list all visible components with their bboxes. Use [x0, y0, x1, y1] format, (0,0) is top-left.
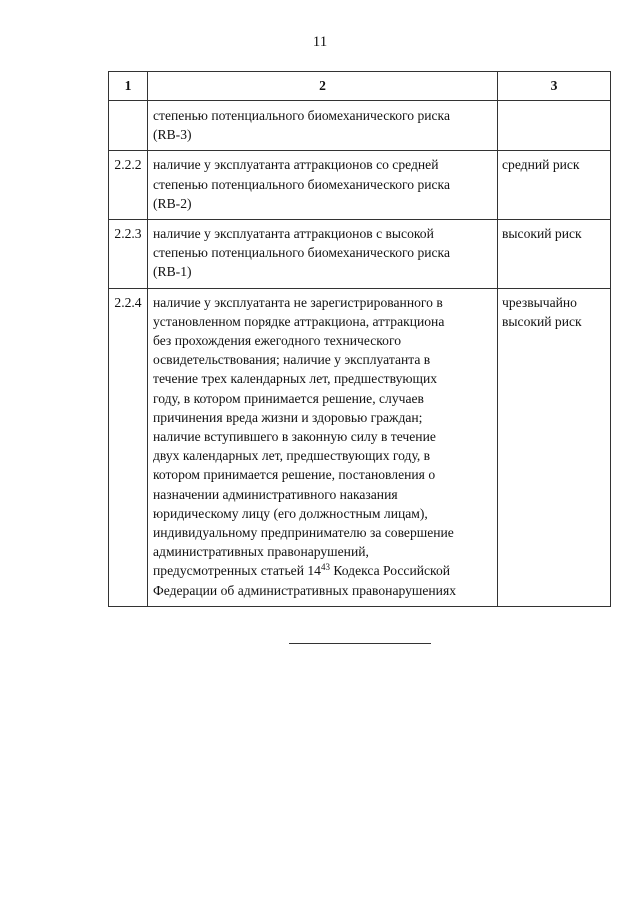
item-description	[148, 151, 498, 220]
table-row	[109, 101, 611, 151]
item-description	[148, 288, 498, 606]
statute-superscript: 43	[320, 562, 330, 573]
description-line: году, в котором принимается решение, случаев	[153, 390, 424, 406]
description-line: административных правонарушений,	[153, 544, 369, 560]
risk-category	[498, 101, 611, 151]
description-line: наличие у эксплуатанта аттракционов со средней	[153, 157, 439, 173]
table-row	[109, 220, 611, 289]
description-line: двух календарных лет, предшествующих году, в	[153, 448, 431, 464]
description-line: котором принимается решение, постановления о	[153, 467, 436, 483]
description-line: наличие у эксплуатанта не зарегистрированного в	[153, 294, 443, 310]
description-line: наличие у эксплуатанта аттракционов с высокой	[153, 226, 434, 242]
risk-level-text: средний риск	[502, 157, 580, 173]
description-line: течение трех календарных лет, предшествующих	[153, 371, 438, 387]
item-number: 2.2.4	[109, 288, 148, 606]
description-line: освидетельствования; наличие у эксплуатанта в	[153, 352, 431, 368]
description-line: наличие вступившего в законную силу в течение	[153, 429, 436, 445]
description-line: индивидуальному предпринимателю за совершение	[153, 525, 454, 541]
item-number: 2.2.3	[109, 220, 148, 289]
risk-level-text: высокий риск	[502, 313, 582, 329]
description-line: назначении административного наказания	[153, 486, 398, 502]
statute-text-after: Кодекса Российской	[329, 563, 451, 579]
risk-category	[498, 220, 611, 289]
end-separator-line	[289, 643, 431, 644]
description-line: без прохождения ежегодного технического	[153, 333, 401, 349]
description-line: степенью потенциального биомеханического риска	[153, 176, 450, 192]
description-line: степенью потенциального биомеханического риска	[153, 245, 450, 261]
description-line: (RB-2)	[153, 195, 192, 211]
risk-category-table	[108, 71, 611, 607]
statute-text-before: предусмотренных статьей 14	[153, 563, 321, 579]
risk-level-text: высокий риск	[502, 226, 582, 242]
description-line: причинения вреда жизни и здоровью граждан;	[153, 409, 423, 425]
column-header-3: 3	[498, 72, 611, 101]
description-line: (RB-3)	[153, 127, 192, 143]
description-line: степенью потенциального биомеханического риска	[153, 108, 450, 123]
item-number	[109, 101, 148, 151]
description-line-statute	[153, 561, 493, 580]
description-line: Федерации об административных правонарушениях	[153, 582, 456, 598]
table-header-row	[109, 72, 611, 101]
column-header-1: 1	[109, 72, 148, 101]
description-line: юридическому лицу (его должностным лицам),	[153, 505, 428, 521]
table-row	[109, 288, 611, 606]
table-row	[109, 151, 611, 220]
item-description	[148, 220, 498, 289]
risk-category	[498, 151, 611, 220]
description-line: установленном порядке аттракциона, аттракциона	[153, 313, 445, 329]
item-description	[148, 101, 498, 151]
item-number: 2.2.2	[109, 151, 148, 220]
risk-category	[498, 288, 611, 606]
page-number: 11	[312, 34, 328, 50]
column-header-2: 2	[148, 72, 498, 101]
risk-level-text: чрезвычайно	[502, 294, 577, 310]
description-line: (RB-1)	[153, 264, 192, 280]
